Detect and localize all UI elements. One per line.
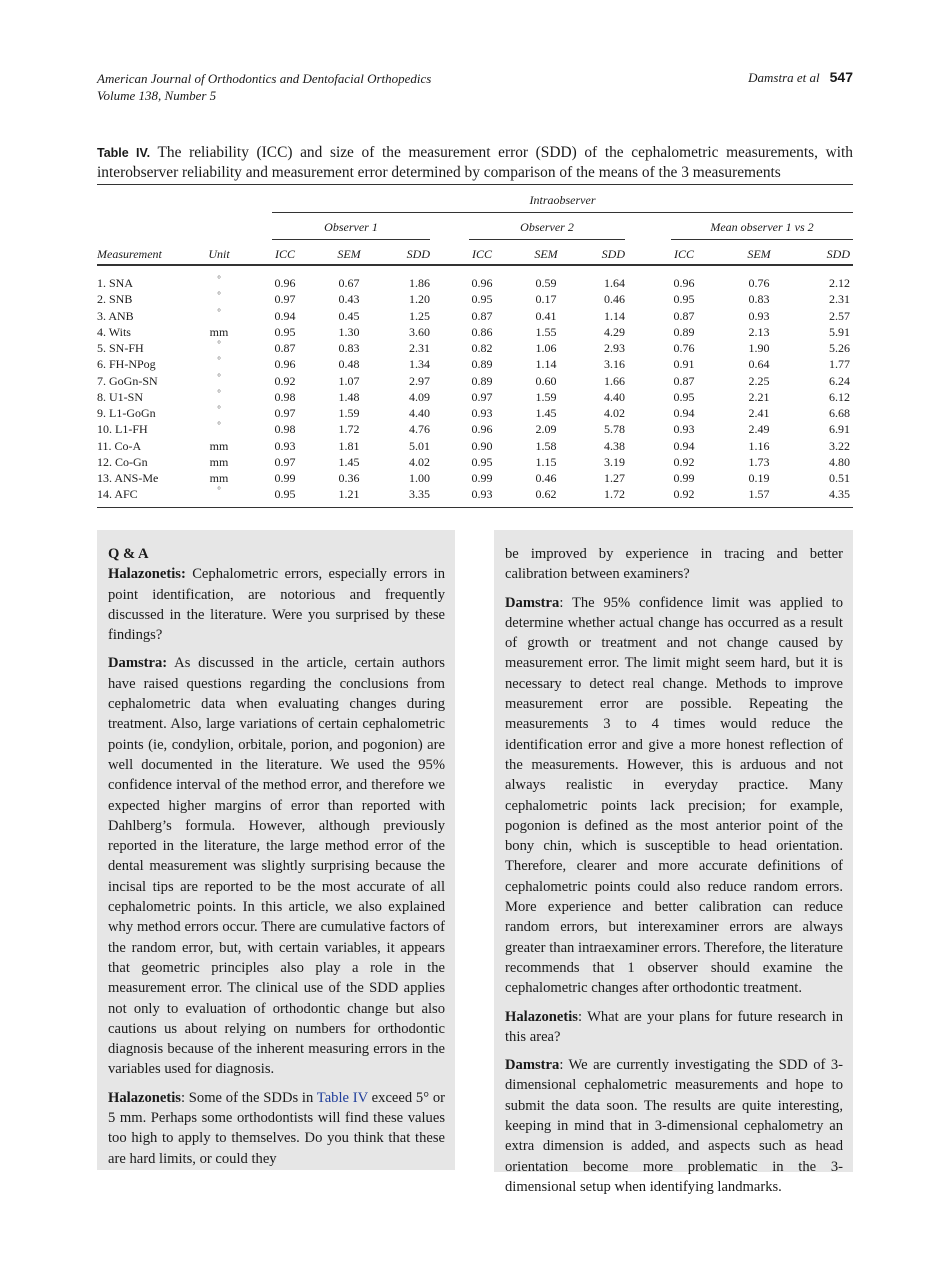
cell-measurement: 1. SNA bbox=[97, 276, 134, 290]
column-header-mean-sem: SEM bbox=[747, 247, 771, 261]
cell-obs1-sdd: 2.31 bbox=[409, 341, 430, 355]
cell-obs1-sem: 0.48 bbox=[338, 357, 360, 372]
cell-unit: ° bbox=[217, 306, 221, 317]
cell-obs2-sdd: 1.64 bbox=[604, 276, 625, 290]
cell-obs2-sem: 1.58 bbox=[535, 438, 557, 453]
column-header-obs2-sdd: SDD bbox=[601, 247, 625, 261]
cell-obs2-icc: 0.99 bbox=[471, 471, 493, 485]
cell-obs2-icc: 0.87 bbox=[471, 308, 493, 323]
group-header: Intraobserver bbox=[529, 193, 596, 207]
qa-paragraph bbox=[108, 564, 445, 645]
cell-obs1-sdd: 4.02 bbox=[409, 454, 430, 469]
subgroup-rule bbox=[272, 239, 430, 240]
column-header-unit: Unit bbox=[208, 247, 230, 261]
cell-mean-sdd: 2.12 bbox=[829, 276, 850, 290]
subgroup-rule bbox=[671, 239, 853, 240]
cell-mean-icc: 0.87 bbox=[673, 308, 695, 323]
cell-mean-sdd: 2.57 bbox=[829, 308, 850, 323]
cell-obs1-sdd: 2.97 bbox=[409, 373, 430, 388]
cell-obs2-sdd: 1.14 bbox=[604, 308, 625, 323]
cell-obs1-sem: 0.45 bbox=[338, 308, 360, 323]
cell-obs1-sdd: 4.40 bbox=[409, 406, 430, 420]
cell-mean-sem: 1.90 bbox=[748, 341, 770, 355]
paragraph-text: : Some of the SDDs in bbox=[180, 1089, 317, 1106]
cell-measurement: 13. ANS-Me bbox=[97, 471, 159, 485]
cell-obs2-sem: 1.55 bbox=[535, 324, 557, 339]
column-header-obs1-sdd: SDD bbox=[406, 247, 430, 261]
cell-obs2-sem: 1.06 bbox=[535, 341, 557, 355]
table-row bbox=[0, 455, 950, 471]
cell-obs1-icc: 0.94 bbox=[274, 308, 296, 323]
cell-obs1-sdd: 4.09 bbox=[409, 389, 430, 404]
subgroup-observer-1: Observer 1 bbox=[324, 220, 378, 234]
table-row bbox=[0, 371, 950, 390]
cell-obs2-sdd: 4.40 bbox=[604, 389, 625, 404]
cell-obs1-sem: 1.81 bbox=[338, 438, 360, 453]
subgroup-rule bbox=[469, 239, 625, 240]
table-row bbox=[0, 387, 950, 406]
paragraph-text: : The 95% confidence limit was applied to determine whether actual change has occurred as a result of growth or treatment and not change caused by measurement error. The limit might seem hard, but it is necessary to detect real change. Methods to improve measurement error are possible. Repeating the measurements 3 to 4 times would reduce the identification error and give a more honest reflection of the measurements. However, this is arduous and not always realistic in everyday practice. Many cephalometric points lack precision; for example, pogonion is defined as the most anterior point of the bony chin, which is susceptible to head orientation. Therefore, clearer and more accurate definitions of cephalometric points could also reduce random errors. More experience and better calibration can reduce random errors, but interexaminer errors are always greater than intraexaminer errors. Therefore, the literature recommends that 1 observer should examine the cephalometric changes after orthodontic treatment. bbox=[505, 594, 843, 997]
cell-obs1-sem: 0.83 bbox=[338, 341, 360, 355]
cell-unit: mm bbox=[209, 471, 229, 485]
cell-mean-sdd: 6.68 bbox=[829, 406, 850, 420]
qa-paragraph bbox=[108, 653, 445, 1079]
cell-mean-icc: 0.94 bbox=[673, 438, 695, 453]
journal-volume: Volume 138, Number 5 bbox=[97, 88, 217, 103]
paragraph-text: be improved by experience in tracing and better calibration between examiners? bbox=[505, 546, 843, 583]
cell-mean-sem: 2.49 bbox=[748, 422, 770, 437]
cell-unit: ° bbox=[217, 371, 221, 382]
cell-obs2-sdd: 4.38 bbox=[604, 438, 625, 453]
cell-obs1-sdd: 3.35 bbox=[409, 487, 430, 502]
cell-obs1-sem: 1.07 bbox=[338, 373, 360, 388]
header-bottom-rule bbox=[97, 264, 853, 266]
table-row bbox=[0, 471, 950, 487]
paragraph-text: : What are your plans for future research in this area? bbox=[505, 1008, 843, 1045]
cell-obs2-icc: 0.93 bbox=[471, 487, 493, 502]
cell-unit: ° bbox=[217, 290, 221, 301]
cell-obs2-sdd: 0.46 bbox=[604, 292, 625, 307]
cell-obs2-sem: 0.17 bbox=[535, 292, 557, 307]
cell-obs1-icc: 0.98 bbox=[274, 389, 296, 404]
cell-obs1-sem: 0.36 bbox=[338, 471, 360, 485]
speaker: Halazonetis bbox=[505, 1008, 578, 1025]
cell-mean-sdd: 2.31 bbox=[829, 292, 850, 307]
cell-mean-sem: 1.73 bbox=[748, 454, 770, 469]
qa-paragraph bbox=[505, 1007, 843, 1048]
cell-obs1-sem: 0.43 bbox=[338, 292, 360, 307]
table-row bbox=[0, 357, 950, 373]
cell-measurement: 6. FH-NPog bbox=[97, 357, 156, 372]
cell-obs2-sem: 0.59 bbox=[535, 276, 557, 290]
cell-obs2-sdd: 3.19 bbox=[604, 454, 625, 469]
cell-mean-sem: 0.83 bbox=[748, 292, 770, 307]
cell-unit: ° bbox=[217, 485, 221, 496]
cell-unit: ° bbox=[217, 339, 221, 349]
cell-mean-icc: 0.76 bbox=[673, 341, 695, 355]
cell-mean-sem: 0.93 bbox=[748, 308, 770, 323]
cell-measurement: 2. SNB bbox=[97, 292, 133, 307]
cell-obs2-sem: 0.60 bbox=[535, 373, 557, 388]
cell-obs2-icc: 0.89 bbox=[471, 373, 493, 388]
table-label: Table IV. bbox=[97, 146, 151, 160]
table-row bbox=[0, 406, 950, 422]
cell-mean-icc: 0.93 bbox=[673, 422, 695, 437]
cell-obs2-sem: 1.45 bbox=[535, 406, 557, 420]
cell-obs1-icc: 0.96 bbox=[274, 357, 296, 372]
cell-obs1-sdd: 1.20 bbox=[409, 292, 430, 307]
cell-obs2-sem: 0.62 bbox=[535, 487, 557, 502]
speaker: Halazonetis bbox=[108, 1089, 181, 1106]
qa-paragraph bbox=[108, 1088, 445, 1169]
cell-mean-sdd: 1.77 bbox=[829, 357, 850, 372]
authors: Damstra et al bbox=[748, 70, 820, 85]
cell-obs2-icc: 0.96 bbox=[471, 422, 493, 437]
column-header-obs1-sem: SEM bbox=[337, 247, 361, 261]
cell-obs1-icc: 0.95 bbox=[274, 324, 296, 339]
cell-obs1-icc: 0.97 bbox=[274, 292, 296, 307]
cell-obs2-sdd: 5.78 bbox=[604, 422, 625, 437]
cell-obs1-sem: 0.67 bbox=[338, 276, 360, 290]
cell-unit: mm bbox=[209, 438, 229, 453]
paragraph-text: As discussed in the article, certain authors have raised questions regarding the conclusions from cephalometric data when evaluating changes during treatment. Also, large variations of certain cephalometric points (ie, condylion, orbitale, porion, and pogonion) are well documented in the literature. We used the 95% confidence interval of the method error, and therefore we expected higher margins of error than reported with Dahlberg’s formula. However, although previously reported in the literature, the large method error of the dental measurement was slightly surprising because the incisal tips are reported to be the most accurate of all cephalometric points. In this article, we also explained why method errors occur. There are cumulative factors of the random error, but, with certain variables, it appears that geometric principles also play a role in the measurement error. The clinical use of the SDD applies not only to evaluation of orthodontic change but also cautions us about relying on numbers for orthodontic diagnosis because of the inherent measuring errors in the variables used for diagnosis. bbox=[108, 655, 445, 1078]
cell-mean-icc: 0.99 bbox=[673, 471, 695, 485]
cell-unit: ° bbox=[217, 404, 221, 414]
cell-obs1-sem: 1.21 bbox=[338, 487, 360, 502]
cell-obs2-icc: 0.86 bbox=[471, 324, 493, 339]
speaker: Damstra bbox=[505, 594, 560, 611]
cell-mean-sem: 2.25 bbox=[748, 373, 770, 388]
table-iv-link[interactable]: Table IV bbox=[316, 1089, 368, 1106]
qa-paragraph bbox=[505, 1055, 843, 1197]
running-header-left bbox=[97, 70, 431, 104]
cell-obs1-icc: 0.99 bbox=[274, 471, 296, 485]
cell-obs1-icc: 0.96 bbox=[274, 276, 296, 290]
cell-mean-icc: 0.92 bbox=[673, 487, 695, 502]
cell-obs2-icc: 0.96 bbox=[471, 276, 493, 290]
cell-obs1-icc: 0.92 bbox=[274, 373, 296, 388]
column-header-mean-sdd: SDD bbox=[826, 247, 850, 261]
cell-obs2-sem: 1.15 bbox=[535, 454, 557, 469]
cell-obs2-sdd: 4.29 bbox=[604, 324, 625, 339]
subgroup-mean: Mean observer 1 vs 2 bbox=[710, 220, 814, 234]
qa-paragraph bbox=[505, 593, 843, 999]
cell-obs1-sdd: 3.60 bbox=[409, 324, 430, 339]
table-row bbox=[0, 422, 950, 438]
cell-measurement: 3. ANB bbox=[97, 308, 134, 323]
cell-obs2-sdd: 3.16 bbox=[604, 357, 625, 372]
cell-obs1-icc: 0.98 bbox=[274, 422, 296, 437]
cell-obs2-sem: 0.46 bbox=[535, 471, 557, 485]
table-row bbox=[0, 341, 950, 357]
cell-obs2-icc: 0.82 bbox=[471, 341, 493, 355]
cell-unit: ° bbox=[217, 355, 221, 366]
cell-obs1-icc: 0.87 bbox=[274, 341, 296, 355]
cell-obs2-icc: 0.89 bbox=[471, 357, 493, 372]
group-rule bbox=[272, 212, 853, 213]
cell-mean-sdd: 6.24 bbox=[829, 373, 850, 388]
cell-obs1-sdd: 1.00 bbox=[409, 471, 430, 485]
table-row bbox=[0, 306, 950, 325]
cell-mean-icc: 0.96 bbox=[673, 276, 695, 290]
speaker: Damstra bbox=[505, 1057, 560, 1074]
column-header-obs2-sem: SEM bbox=[534, 247, 558, 261]
qa-paragraph bbox=[505, 544, 843, 585]
cell-obs2-sdd: 2.93 bbox=[604, 341, 625, 355]
cell-mean-sdd: 6.12 bbox=[829, 389, 850, 404]
table-row bbox=[0, 325, 950, 341]
cell-mean-sem: 0.19 bbox=[748, 471, 770, 485]
cell-measurement: 7. GoGn-SN bbox=[97, 373, 158, 388]
cell-obs2-icc: 0.93 bbox=[471, 406, 493, 420]
cell-obs1-sem: 1.59 bbox=[338, 406, 360, 420]
column-header-mean-icc: ICC bbox=[673, 247, 694, 261]
table-row bbox=[0, 292, 950, 308]
cell-mean-icc: 0.95 bbox=[673, 389, 695, 404]
cell-measurement: 8. U1-SN bbox=[97, 389, 144, 404]
cell-obs2-icc: 0.95 bbox=[471, 454, 493, 469]
cell-mean-sdd: 3.22 bbox=[829, 438, 850, 453]
cell-obs1-sem: 1.48 bbox=[338, 389, 360, 404]
cell-unit: mm bbox=[209, 454, 229, 469]
cell-unit: ° bbox=[217, 274, 221, 284]
cell-obs1-icc: 0.97 bbox=[274, 406, 296, 420]
cell-obs2-icc: 0.97 bbox=[471, 389, 493, 404]
cell-obs2-icc: 0.90 bbox=[471, 438, 493, 453]
cell-mean-icc: 0.87 bbox=[673, 373, 695, 388]
cell-mean-icc: 0.91 bbox=[673, 357, 695, 372]
cell-measurement: 5. SN-FH bbox=[97, 341, 144, 355]
table-bottom-rule bbox=[97, 507, 853, 508]
cell-obs1-icc: 0.95 bbox=[274, 487, 296, 502]
cell-mean-icc: 0.94 bbox=[673, 406, 695, 420]
qa-box-left bbox=[97, 530, 455, 1170]
cell-obs2-sdd: 1.72 bbox=[604, 487, 625, 502]
cell-obs1-sdd: 5.01 bbox=[409, 438, 430, 453]
cell-obs2-sem: 0.41 bbox=[535, 308, 557, 323]
running-header-right bbox=[748, 69, 853, 86]
table-caption-text: The reliability (ICC) and size of the measurement error (SDD) of the cephalometric measurements, with interobserver reliability and measurement error determined by comparison of the means of the 3 measurements bbox=[97, 144, 853, 181]
cell-obs2-icc: 0.95 bbox=[471, 292, 493, 307]
cell-mean-sdd: 6.91 bbox=[829, 422, 850, 437]
cell-mean-sdd: 0.51 bbox=[829, 471, 850, 485]
paragraph-text: : We are currently investigating the SDD of 3-dimensional cephalometric measurements and hope to submit the data soon. The results are quite interesting, keeping in mind that in 3-dimensional cephalometry an extra dimension is added, and aspects such as head orientation become more problematic in the 3-dimensional setup when identifying landmarks. bbox=[505, 1057, 843, 1195]
cell-measurement: 4. Wits bbox=[97, 324, 131, 339]
table-caption bbox=[97, 143, 853, 182]
cell-obs2-sem: 1.14 bbox=[535, 357, 557, 372]
paragraph-text: exceed 5° or 5 mm. Perhaps some orthodontists will find these values too high to apply to themselves. Do you think that these are hard limits, or could they bbox=[108, 1089, 445, 1167]
table-row bbox=[0, 439, 950, 455]
cell-obs1-sem: 1.72 bbox=[338, 422, 360, 437]
cell-mean-sdd: 4.80 bbox=[829, 454, 850, 469]
cell-unit: ° bbox=[217, 387, 221, 398]
cell-obs2-sdd: 1.27 bbox=[604, 471, 625, 485]
journal-title: American Journal of Orthodontics and Dentofacial Orthopedics bbox=[97, 71, 432, 86]
speaker: Damstra: bbox=[108, 655, 168, 672]
cell-obs1-icc: 0.97 bbox=[274, 454, 296, 469]
cell-measurement: 11. Co-A bbox=[97, 438, 142, 453]
cell-obs1-sem: 1.45 bbox=[338, 454, 360, 469]
cell-obs1-sdd: 1.25 bbox=[409, 308, 430, 323]
cell-measurement: 12. Co-Gn bbox=[97, 454, 148, 469]
cell-mean-icc: 0.92 bbox=[673, 454, 695, 469]
table-row bbox=[0, 487, 950, 503]
qa-title: Q & A bbox=[108, 546, 149, 562]
cell-unit: ° bbox=[217, 420, 221, 431]
table-row bbox=[0, 276, 950, 292]
cell-mean-icc: 0.89 bbox=[673, 324, 695, 339]
column-header-obs2-icc: ICC bbox=[471, 247, 492, 261]
cell-mean-sdd: 5.26 bbox=[829, 341, 850, 355]
cell-mean-icc: 0.95 bbox=[673, 292, 695, 307]
subgroup-observer-2: Observer 2 bbox=[520, 220, 574, 234]
column-header-row bbox=[0, 247, 950, 263]
cell-obs1-icc: 0.93 bbox=[274, 438, 296, 453]
cell-mean-sem: 0.76 bbox=[748, 276, 770, 290]
cell-unit: mm bbox=[209, 324, 229, 339]
cell-mean-sem: 2.41 bbox=[748, 406, 770, 420]
speaker: Halazonetis: bbox=[108, 566, 186, 583]
cell-obs1-sem: 1.30 bbox=[338, 324, 360, 339]
column-header-obs1-icc: ICC bbox=[274, 247, 295, 261]
cell-measurement: 10. L1-FH bbox=[97, 422, 148, 437]
cell-mean-sem: 1.57 bbox=[748, 487, 770, 502]
cell-mean-sem: 2.13 bbox=[748, 324, 770, 339]
cell-mean-sem: 1.16 bbox=[748, 438, 770, 453]
cell-measurement: 9. L1-GoGn bbox=[97, 406, 156, 420]
cell-mean-sdd: 5.91 bbox=[829, 324, 850, 339]
qa-box-right bbox=[494, 530, 853, 1195]
paragraph-text: Cephalometric errors, especially errors in point identification, are notorious and frequently discussed in the literature. Were you surprised by these findings? bbox=[108, 566, 445, 644]
page-number: 547 bbox=[829, 69, 853, 85]
cell-obs2-sdd: 4.02 bbox=[604, 406, 625, 420]
cell-obs1-sdd: 4.76 bbox=[409, 422, 430, 437]
cell-obs2-sem: 2.09 bbox=[535, 422, 557, 437]
cell-mean-sem: 2.21 bbox=[748, 389, 770, 404]
cell-obs1-sdd: 1.34 bbox=[409, 357, 430, 372]
table-top-rule bbox=[97, 184, 853, 185]
cell-obs2-sdd: 1.66 bbox=[604, 373, 625, 388]
cell-mean-sdd: 4.35 bbox=[829, 487, 850, 502]
cell-obs1-sdd: 1.86 bbox=[409, 276, 430, 290]
cell-mean-sem: 0.64 bbox=[748, 357, 770, 372]
cell-obs2-sem: 1.59 bbox=[535, 389, 557, 404]
column-header-measurement: Measurement bbox=[97, 247, 162, 261]
cell-measurement: 14. AFC bbox=[97, 487, 138, 502]
